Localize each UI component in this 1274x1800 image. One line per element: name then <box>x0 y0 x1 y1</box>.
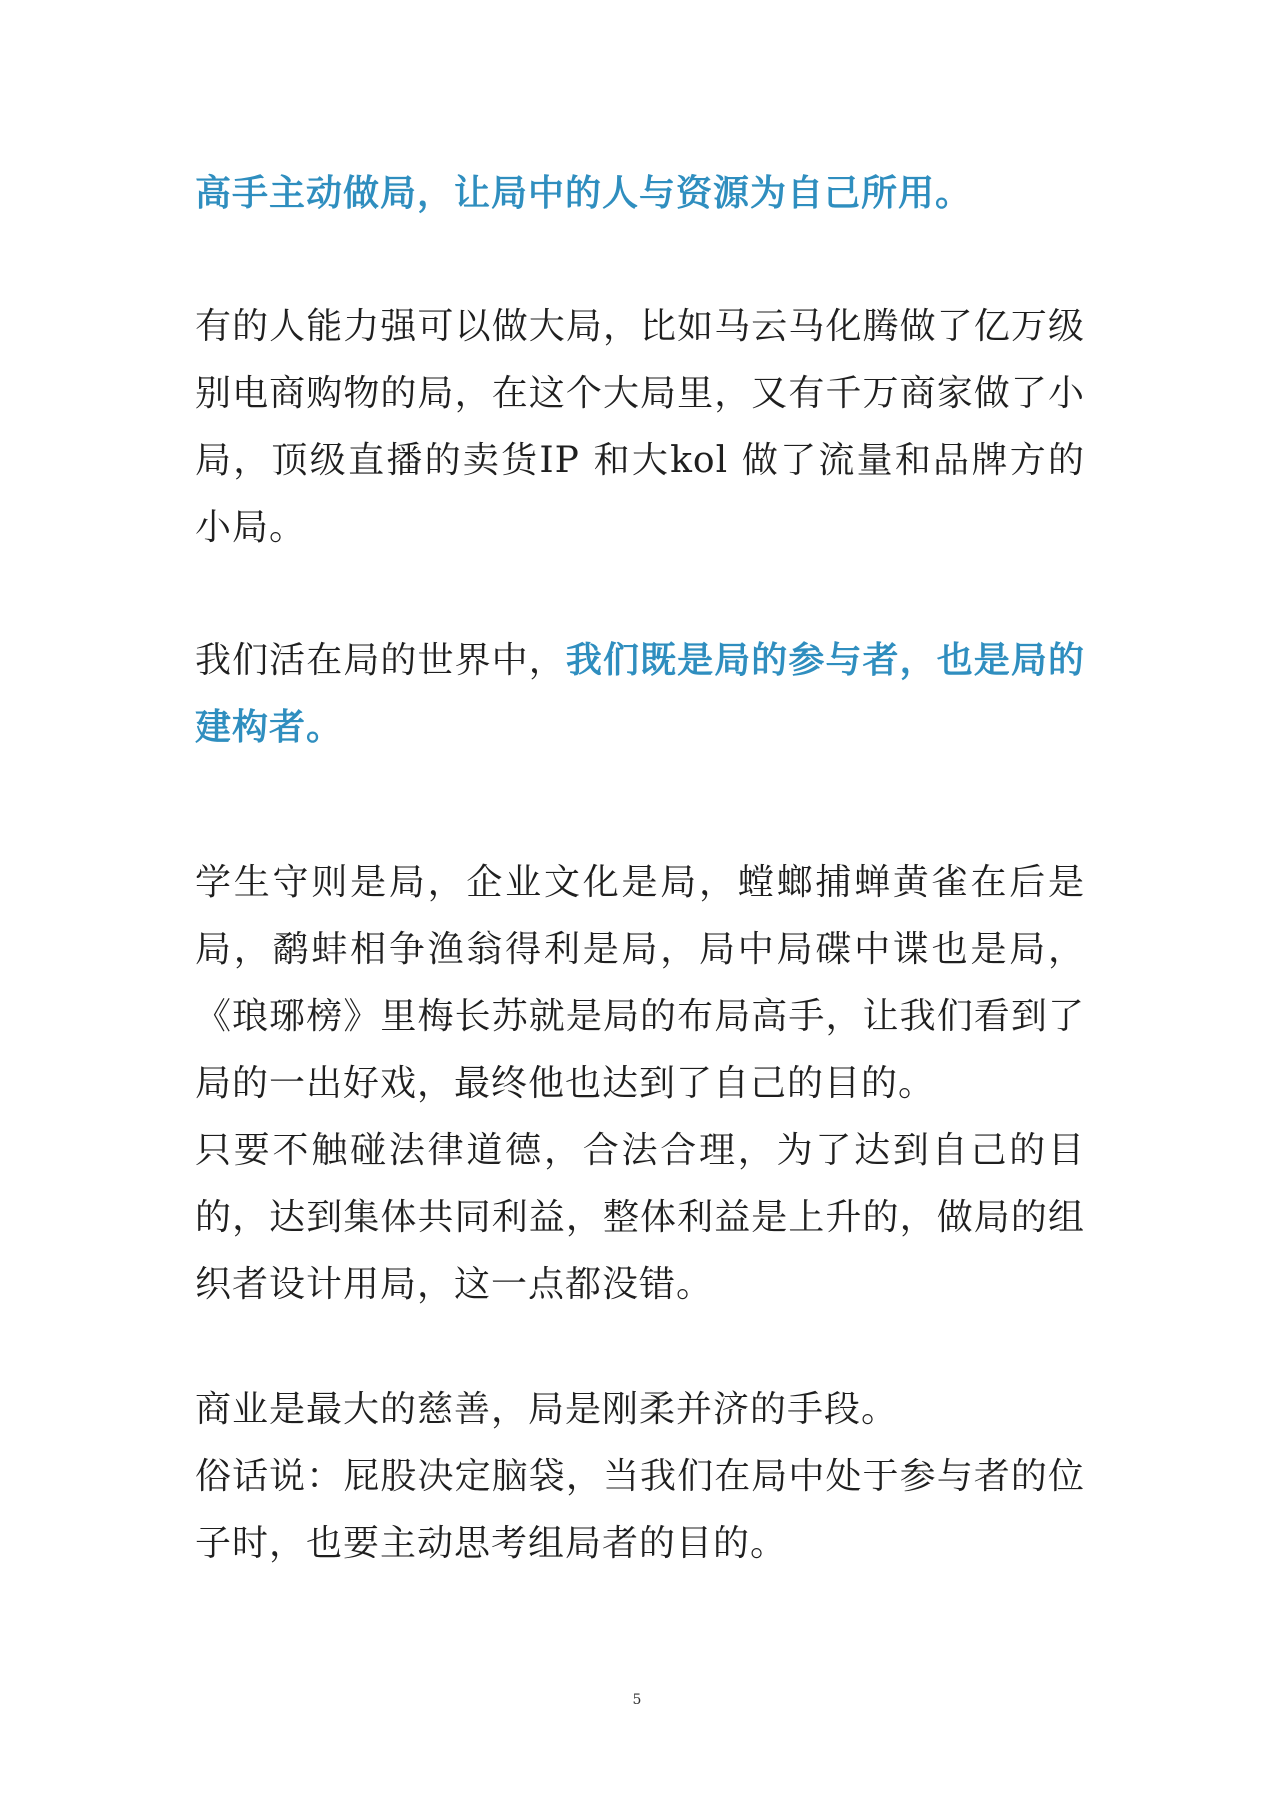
paragraph-business: 商业是最大的慈善，局是刚柔并济的手段。 <box>195 1389 899 1430</box>
paragraph-plain-text: 我们活在局的世界中， <box>195 640 566 681</box>
paragraph-big-game: 有的人能力强可以做大局，比如马云马化腾做了亿万级别电商购物的局，在这个大局里，又有千万商家做了小局，顶级直播的卖货IP 和大kol 做了流量和品牌方的小局。 <box>195 306 1085 548</box>
paragraph-examples: 学生守则是局，企业文化是局，螳螂捕蝉黄雀在后是局，鹬蚌相争渔翁得利是局，局中局碟中谍也是局，《琅琊榜》里梅长苏就是局的布局高手，让我们看到了局的一出好戏，最终他也达到了自己的目的。 <box>195 862 1085 1104</box>
paragraph-proverb: 俗话说：屁股决定脑袋，当我们在局中处于参与者的位子时，也要主动思考组局者的目的。 <box>195 1456 1085 1564</box>
page-number: 5 <box>632 1692 642 1708</box>
paragraph-highlight-text: 我们既是局的参与者，也是局的建构者。 <box>195 639 1085 748</box>
highlight-heading: 高手主动做局，让局中的人与资源为自己所用。 <box>195 172 973 214</box>
paragraph-world-of-games <box>195 627 1085 761</box>
page-content <box>195 160 1085 1577</box>
paragraph-legal-note: 只要不触碰法律道德，合法合理，为了达到自己的目的，达到集体共同利益，整体利益是上升的，做局的组织者设计用局，这一点都没错。 <box>195 1130 1085 1305</box>
